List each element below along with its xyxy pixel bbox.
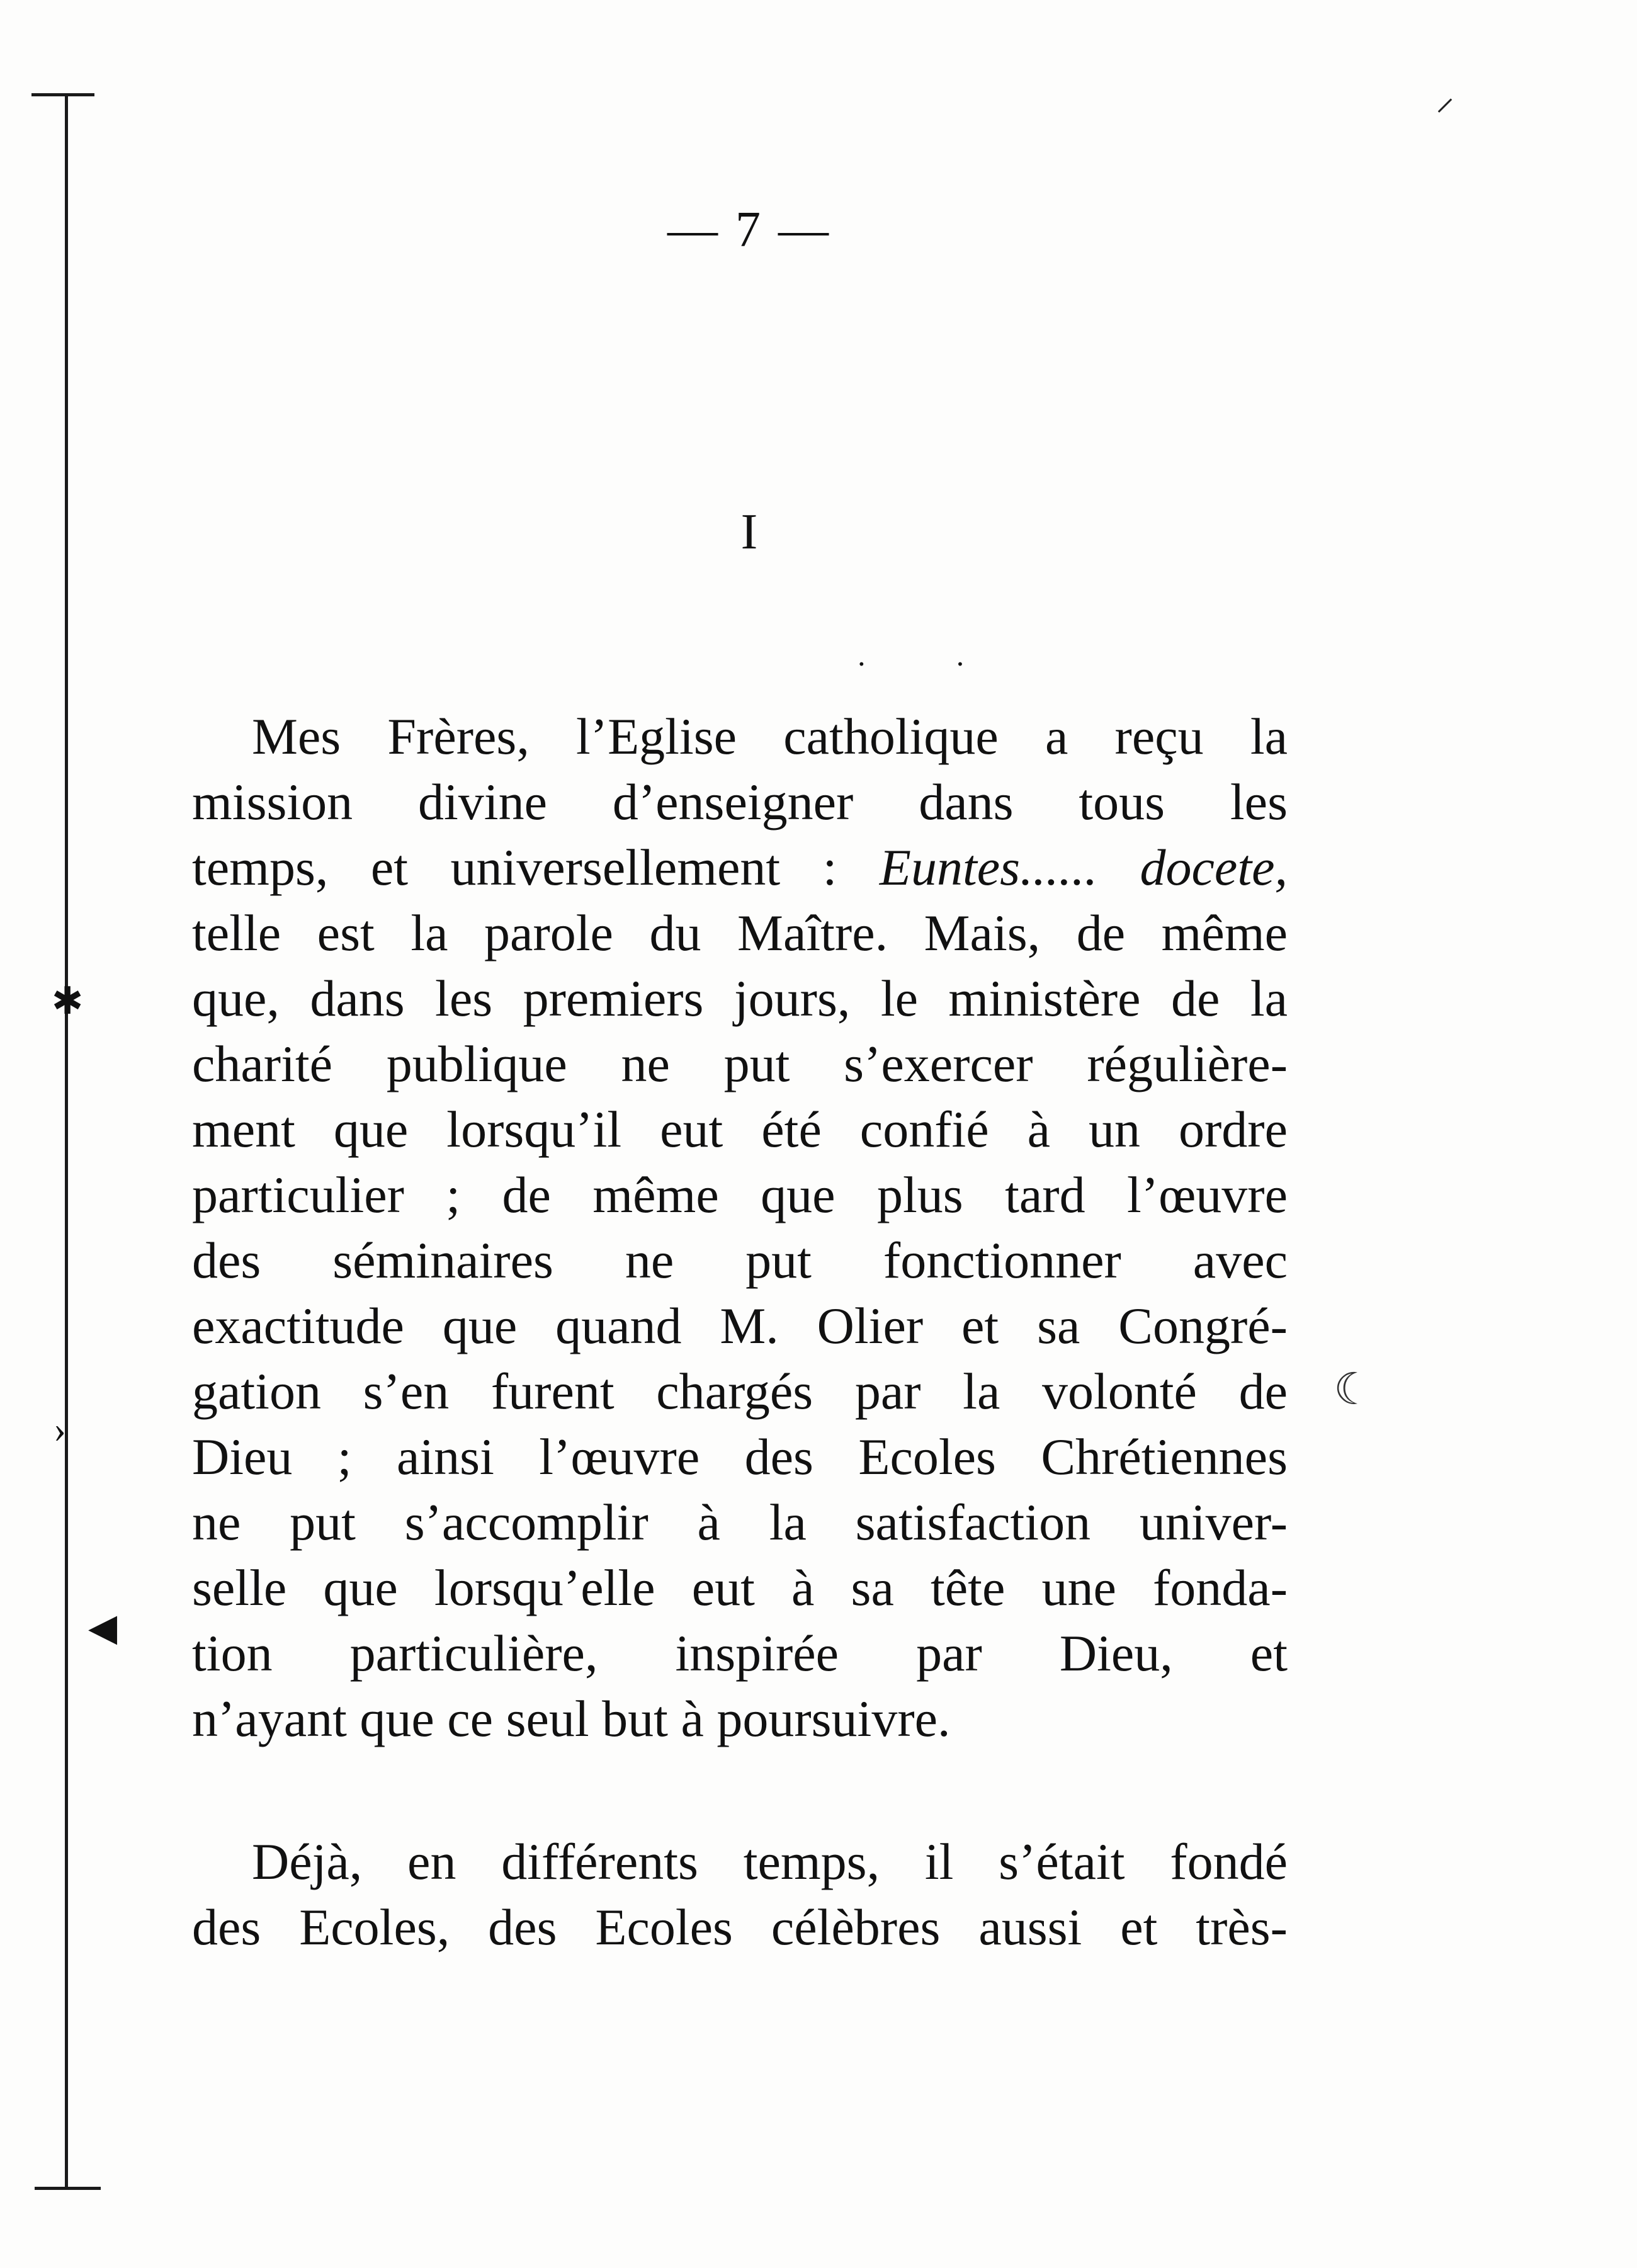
page-number: — 7 — xyxy=(667,202,831,258)
text-line: Dieu ; ainsi l’œuvre des Ecoles Chrétiennes xyxy=(192,1428,1288,1485)
text-line: telle est la parole du Maître. Mais, de même xyxy=(192,904,1288,961)
text-line: tion particulière, inspirée par Dieu, et xyxy=(192,1624,1288,1682)
margin-curl-mark: ☾ xyxy=(1334,1366,1373,1414)
text-line: exactitude que quand M. Olier et sa Congré- xyxy=(192,1297,1288,1354)
binding-stitch-mark: ✱ xyxy=(52,980,84,1022)
text-line: selle que lorsqu’elle eut à sa tête une fonda- xyxy=(192,1559,1288,1616)
binding-cap-bottom xyxy=(35,2187,101,2190)
paragraph-1 xyxy=(192,704,1288,1752)
section-heading: I xyxy=(740,504,758,560)
corner-scratch-mark: ⸝ xyxy=(1436,76,1454,118)
text-line: Mes Frères, l’Eglise catholique a reçu la xyxy=(252,708,1288,765)
text-line: gation s’en furent chargés par la volonté de xyxy=(192,1363,1288,1420)
text-line: des Ecoles, des Ecoles célèbres aussi et très- xyxy=(192,1898,1288,1956)
text-line: mission divine d’enseigner dans tous les xyxy=(192,773,1288,831)
text-line xyxy=(192,835,1288,900)
ornament-dots: ·· xyxy=(856,646,1054,681)
binding-line xyxy=(65,94,68,2188)
binding-cap-top xyxy=(31,93,94,96)
paragraph-2 xyxy=(192,1829,1288,1960)
text-line: que, dans les premiers jours, le ministère de la xyxy=(192,970,1288,1027)
latin-quote: Euntes...... docete, xyxy=(879,839,1288,896)
binding-stitch-mark: › xyxy=(54,1409,66,1450)
text-line: ne put s’accomplir à la satisfaction univer- xyxy=(192,1494,1288,1551)
text-line: ment que lorsqu’il eut été confié à un ordre xyxy=(192,1101,1288,1158)
binding-stitch-mark: ◀ xyxy=(88,1607,118,1648)
text-line: des séminaires ne put fonctionner avec xyxy=(192,1232,1288,1289)
text-line: Déjà, en différents temps, il s’était fondé xyxy=(252,1833,1288,1890)
text-line-start: temps, et universellement : xyxy=(192,839,880,896)
text-line: particulier ; de même que plus tard l’œuvre xyxy=(192,1166,1288,1223)
text-line: n’ayant que ce seul but à poursuivre. xyxy=(192,1690,951,1747)
text-line: charité publique ne put s’exercer régulière- xyxy=(192,1035,1288,1092)
